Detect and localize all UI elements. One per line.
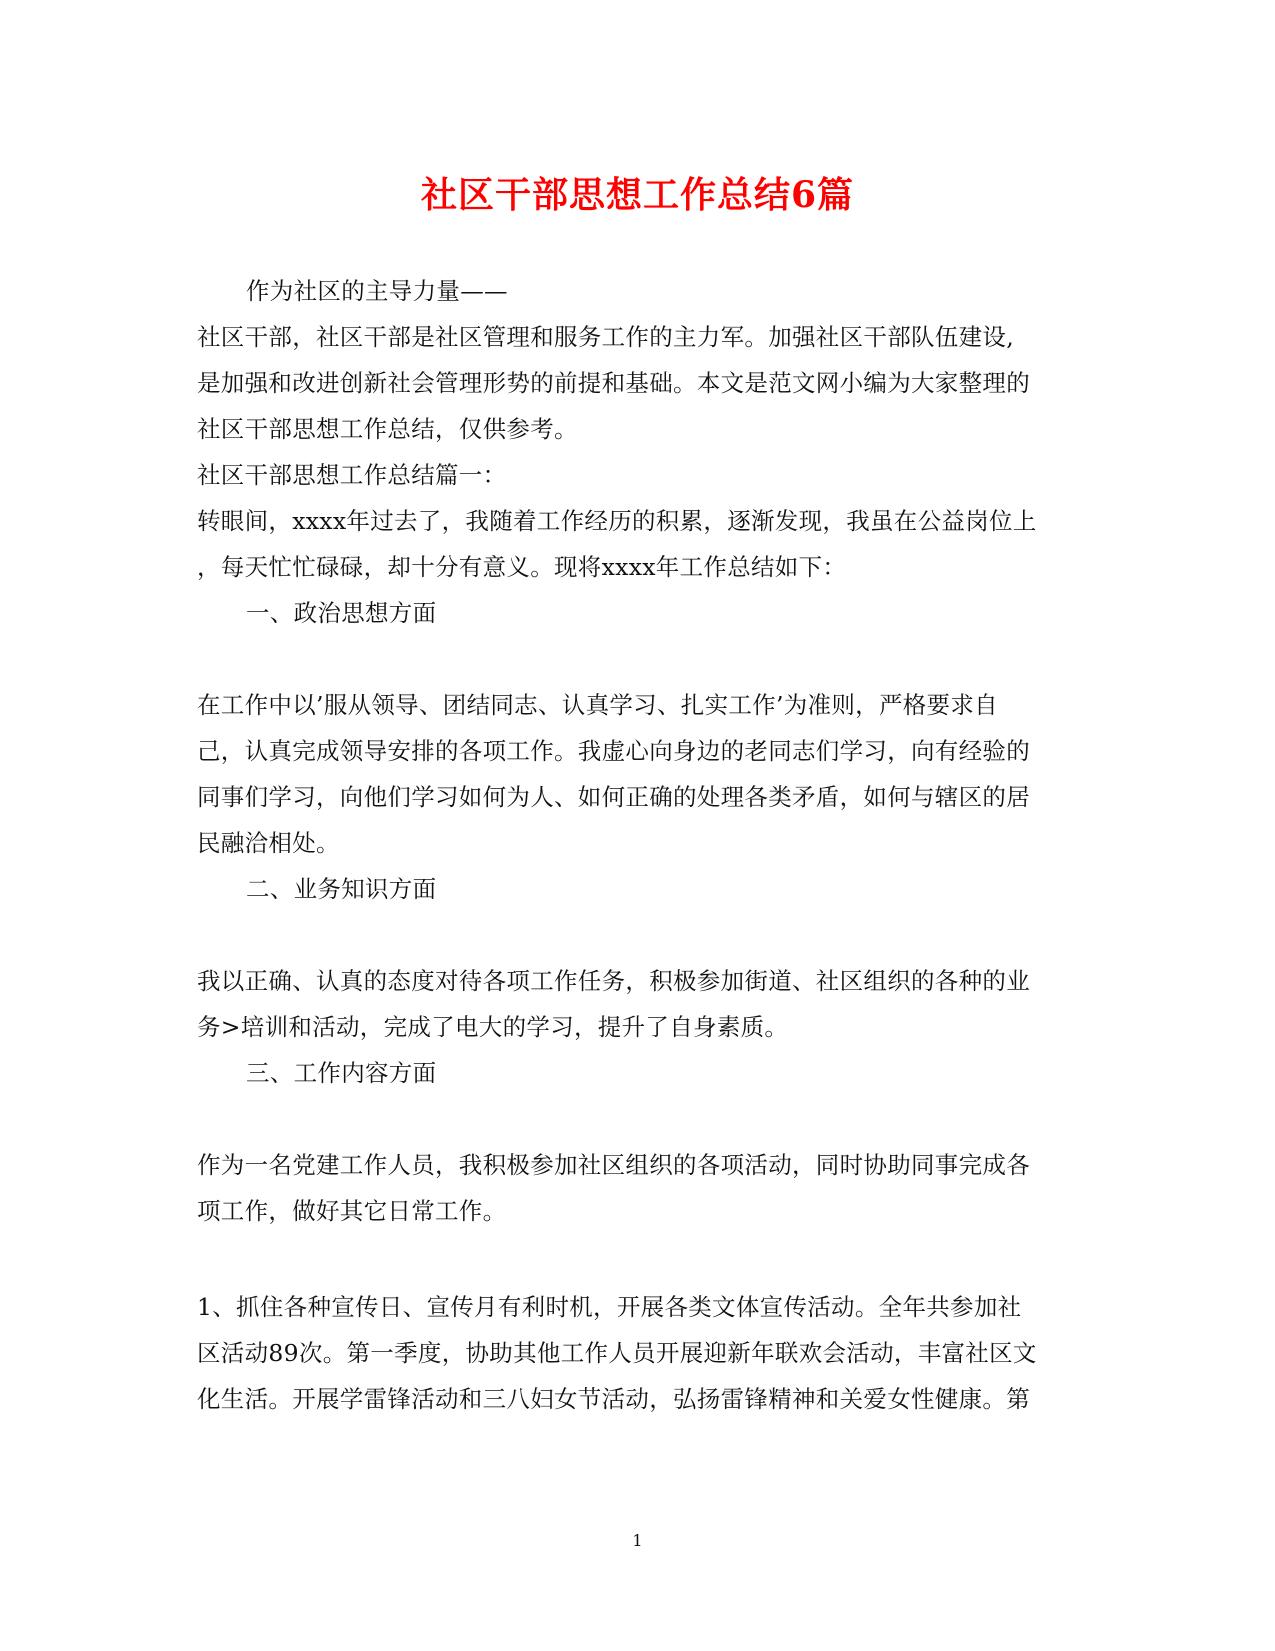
para2-line-2: 务>培训和活动，完成了电大的学习，提升了自身素质。 xyxy=(197,1013,789,1041)
section-title: 社区干部思想工作总结篇一： xyxy=(197,461,507,489)
opening-line-2: ，每天忙忙碌碌，却十分有意义。现将xxxx年工作总结如下： xyxy=(197,553,847,581)
intro-line-2: 社区干部，社区干部是社区管理和服务工作的主力军。加强社区干部队伍建设, xyxy=(197,323,1014,351)
intro-line-4: 社区干部思想工作总结，仅供参考。 xyxy=(197,415,578,443)
para4-line-1: 1、抓住各种宣传日、宣传月有利时机，开展各类文体宣传活动。全年共参加社 xyxy=(197,1293,1022,1321)
para4-line-2: 区活动89次。第一季度，协助其他工作人员开展迎新年联欢会活动，丰富社区文 xyxy=(197,1339,1037,1367)
para4-line-3: 化生活。开展学雷锋活动和三八妇女节活动，弘扬雷锋精神和关爱女性健康。第 xyxy=(197,1385,1030,1413)
heading-political: 一、政治思想方面 xyxy=(246,599,437,627)
heading-work-content: 三、工作内容方面 xyxy=(246,1059,437,1087)
para1-line-1: 在工作中以’服从领导、团结同志、认真学习、扎实工作’为准则，严格要求自 xyxy=(197,691,998,719)
para3-line-1: 作为一名党建工作人员，我积极参加社区组织的各项活动，同时协助同事完成各 xyxy=(197,1151,1030,1179)
para2-line-1: 我以正确、认真的态度对待各项工作任务，积极参加街道、社区组织的各种的业 xyxy=(197,967,1030,995)
document-title: 社区干部思想工作总结6篇 xyxy=(420,174,855,216)
intro-line-3: 是加强和改进创新社会管理形势的前提和基础。本文是范文网小编为大家整理的 xyxy=(197,369,1030,397)
para3-line-2: 项工作，做好其它日常工作。 xyxy=(197,1197,507,1225)
intro-line-1: 作为社区的主导力量—— xyxy=(246,277,508,305)
para1-line-3: 同事们学习，向他们学习如何为人、如何正确的处理各类矛盾，如何与辖区的居 xyxy=(197,783,1030,811)
para1-line-4: 民融洽相处。 xyxy=(197,829,340,857)
para1-line-2: 己，认真完成领导安排的各项工作。我虚心向身边的老同志们学习，向有经验的 xyxy=(197,737,1030,765)
heading-business: 二、业务知识方面 xyxy=(246,875,437,903)
opening-line-1: 转眼间，xxxx年过去了，我随着工作经历的积累，逐渐发现，我虽在公益岗位上 xyxy=(197,507,1037,535)
page-number: 1 xyxy=(632,1531,643,1550)
